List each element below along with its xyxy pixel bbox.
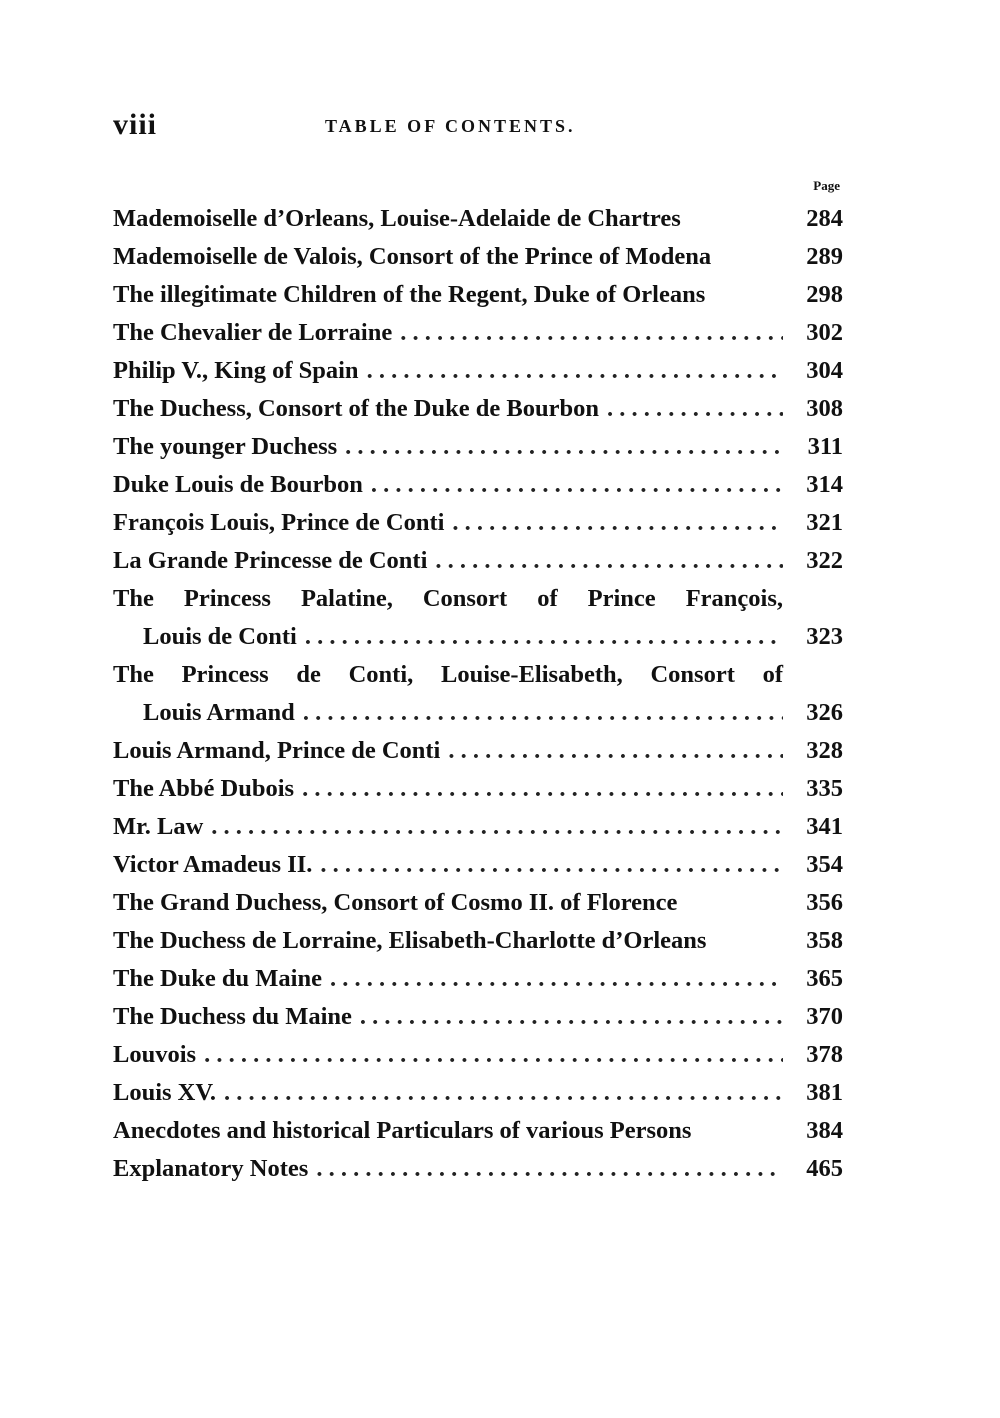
dot-leader <box>360 998 783 1036</box>
toc-entry <box>113 276 843 314</box>
toc-entry-title: La Grande Princesse de Conti <box>113 547 428 574</box>
dot-leader <box>448 732 783 770</box>
toc-entry-page: 298 <box>806 281 843 308</box>
toc-entry-title: The Duke du Maine <box>113 965 322 992</box>
toc-entry <box>113 960 843 998</box>
toc-entry-page: 370 <box>806 1003 843 1030</box>
toc-entry-title: Duke Louis de Bourbon <box>113 471 363 498</box>
table-of-contents <box>113 200 843 1188</box>
toc-entry <box>113 998 843 1036</box>
dot-leader <box>435 542 783 580</box>
toc-entry <box>113 770 843 808</box>
toc-entry-title: Explanatory Notes <box>113 1155 309 1182</box>
toc-entry-page: 326 <box>806 699 843 726</box>
toc-entry-title: The illegitimate Children of the Regent, Duke of Orleans <box>113 281 706 308</box>
toc-entry-page: 322 <box>806 547 843 574</box>
toc-entry <box>113 580 843 656</box>
toc-entry-page: 284 <box>806 205 843 232</box>
toc-entry-page: 314 <box>806 471 843 498</box>
dot-leader <box>452 504 783 542</box>
toc-entry <box>113 352 843 390</box>
toc-entry <box>113 200 843 238</box>
dot-leader <box>224 1074 783 1112</box>
dot-leader <box>345 428 783 466</box>
toc-entry-page: 289 <box>806 243 843 270</box>
dot-leader <box>371 466 783 504</box>
toc-entry <box>113 542 843 580</box>
toc-entry-title: The Princess Palatine, Consort of Prince François, <box>113 585 783 612</box>
toc-entry <box>113 1112 843 1150</box>
dot-leader <box>320 846 783 884</box>
toc-entry <box>113 656 843 732</box>
toc-entry-page: 328 <box>806 737 843 764</box>
toc-entry-title: Mademoiselle d’Orleans, Louise-Adelaide de Chartres <box>113 205 681 232</box>
toc-entry-title: The Duchess, Consort of the Duke de Bourbon <box>113 395 599 422</box>
toc-entry-title: The Chevalier de Lorraine <box>113 319 393 346</box>
toc-entry-page: 354 <box>806 851 843 878</box>
toc-entry-page: 465 <box>806 1155 843 1182</box>
page-column-label: Page <box>813 178 840 193</box>
toc-entry-title: The younger Duchess <box>113 433 338 460</box>
toc-entry <box>113 1036 843 1074</box>
toc-entry <box>113 428 843 466</box>
dot-leader <box>607 390 783 428</box>
toc-entry-title: The Duchess de Lorraine, Elisabeth-Charlotte d’Orleans <box>113 927 707 954</box>
toc-entry <box>113 846 843 884</box>
toc-entry-page: 323 <box>806 623 843 650</box>
toc-entry-page: 341 <box>806 813 843 840</box>
toc-entry-page: 356 <box>806 889 843 916</box>
toc-entry-continuation: Louis de Conti <box>143 623 297 650</box>
running-head: TABLE OF CONTENTS. <box>325 116 576 136</box>
toc-entry <box>113 238 843 276</box>
toc-entry <box>113 504 843 542</box>
toc-entry <box>113 314 843 352</box>
toc-entry-title: Louvois <box>113 1041 197 1068</box>
toc-entry <box>113 390 843 428</box>
toc-entry-title: The Grand Duchess, Consort of Cosmo II. of Florence <box>113 889 678 916</box>
toc-entry-title: The Abbé Dubois <box>113 775 295 802</box>
toc-entry-page: 378 <box>806 1041 843 1068</box>
toc-entry-title: Louis XV. <box>113 1079 217 1106</box>
toc-entry-title: Victor Amadeus II. <box>113 851 313 878</box>
toc-entry-title: Mr. Law <box>113 813 204 840</box>
toc-entry-page: 308 <box>806 395 843 422</box>
toc-entry-title: The Princess de Conti, Louise-Elisabeth, Consort of <box>113 661 783 688</box>
toc-entry-page: 302 <box>806 319 843 346</box>
toc-entry-page: 311 <box>807 433 843 460</box>
toc-entry-title: François Louis, Prince de Conti <box>113 509 445 536</box>
toc-entry-page: 365 <box>806 965 843 992</box>
dot-leader <box>316 1150 783 1188</box>
toc-entry-title: Mademoiselle de Valois, Consort of the Prince of Modena <box>113 243 712 270</box>
toc-entry-title: The Duchess du Maine <box>113 1003 352 1030</box>
toc-entry <box>113 1150 843 1188</box>
toc-entry <box>113 884 843 922</box>
toc-entry-page: 335 <box>806 775 843 802</box>
toc-entry <box>113 922 843 960</box>
toc-entry-page: 321 <box>806 509 843 536</box>
toc-entry <box>113 1074 843 1112</box>
dot-leader <box>303 694 783 732</box>
toc-entry <box>113 732 843 770</box>
toc-entry-page: 384 <box>806 1117 843 1144</box>
toc-entry-title: Louis Armand, Prince de Conti <box>113 737 441 764</box>
toc-entry-title: Anecdotes and historical Particulars of various Persons <box>113 1117 692 1144</box>
toc-entry-page: 358 <box>806 927 843 954</box>
dot-leader <box>305 618 783 656</box>
dot-leader <box>400 314 783 352</box>
toc-entry-title: Philip V., King of Spain <box>113 357 359 384</box>
dot-leader <box>204 1036 783 1074</box>
dot-leader <box>211 808 783 846</box>
toc-entry-continuation: Louis Armand <box>143 699 295 726</box>
toc-entry <box>113 808 843 846</box>
toc-entry <box>113 466 843 504</box>
page-number: viii <box>113 108 158 141</box>
toc-entry-page: 304 <box>806 357 843 384</box>
dot-leader <box>330 960 783 998</box>
dot-leader <box>302 770 783 808</box>
dot-leader <box>367 352 783 390</box>
toc-entry-page: 381 <box>806 1079 843 1106</box>
